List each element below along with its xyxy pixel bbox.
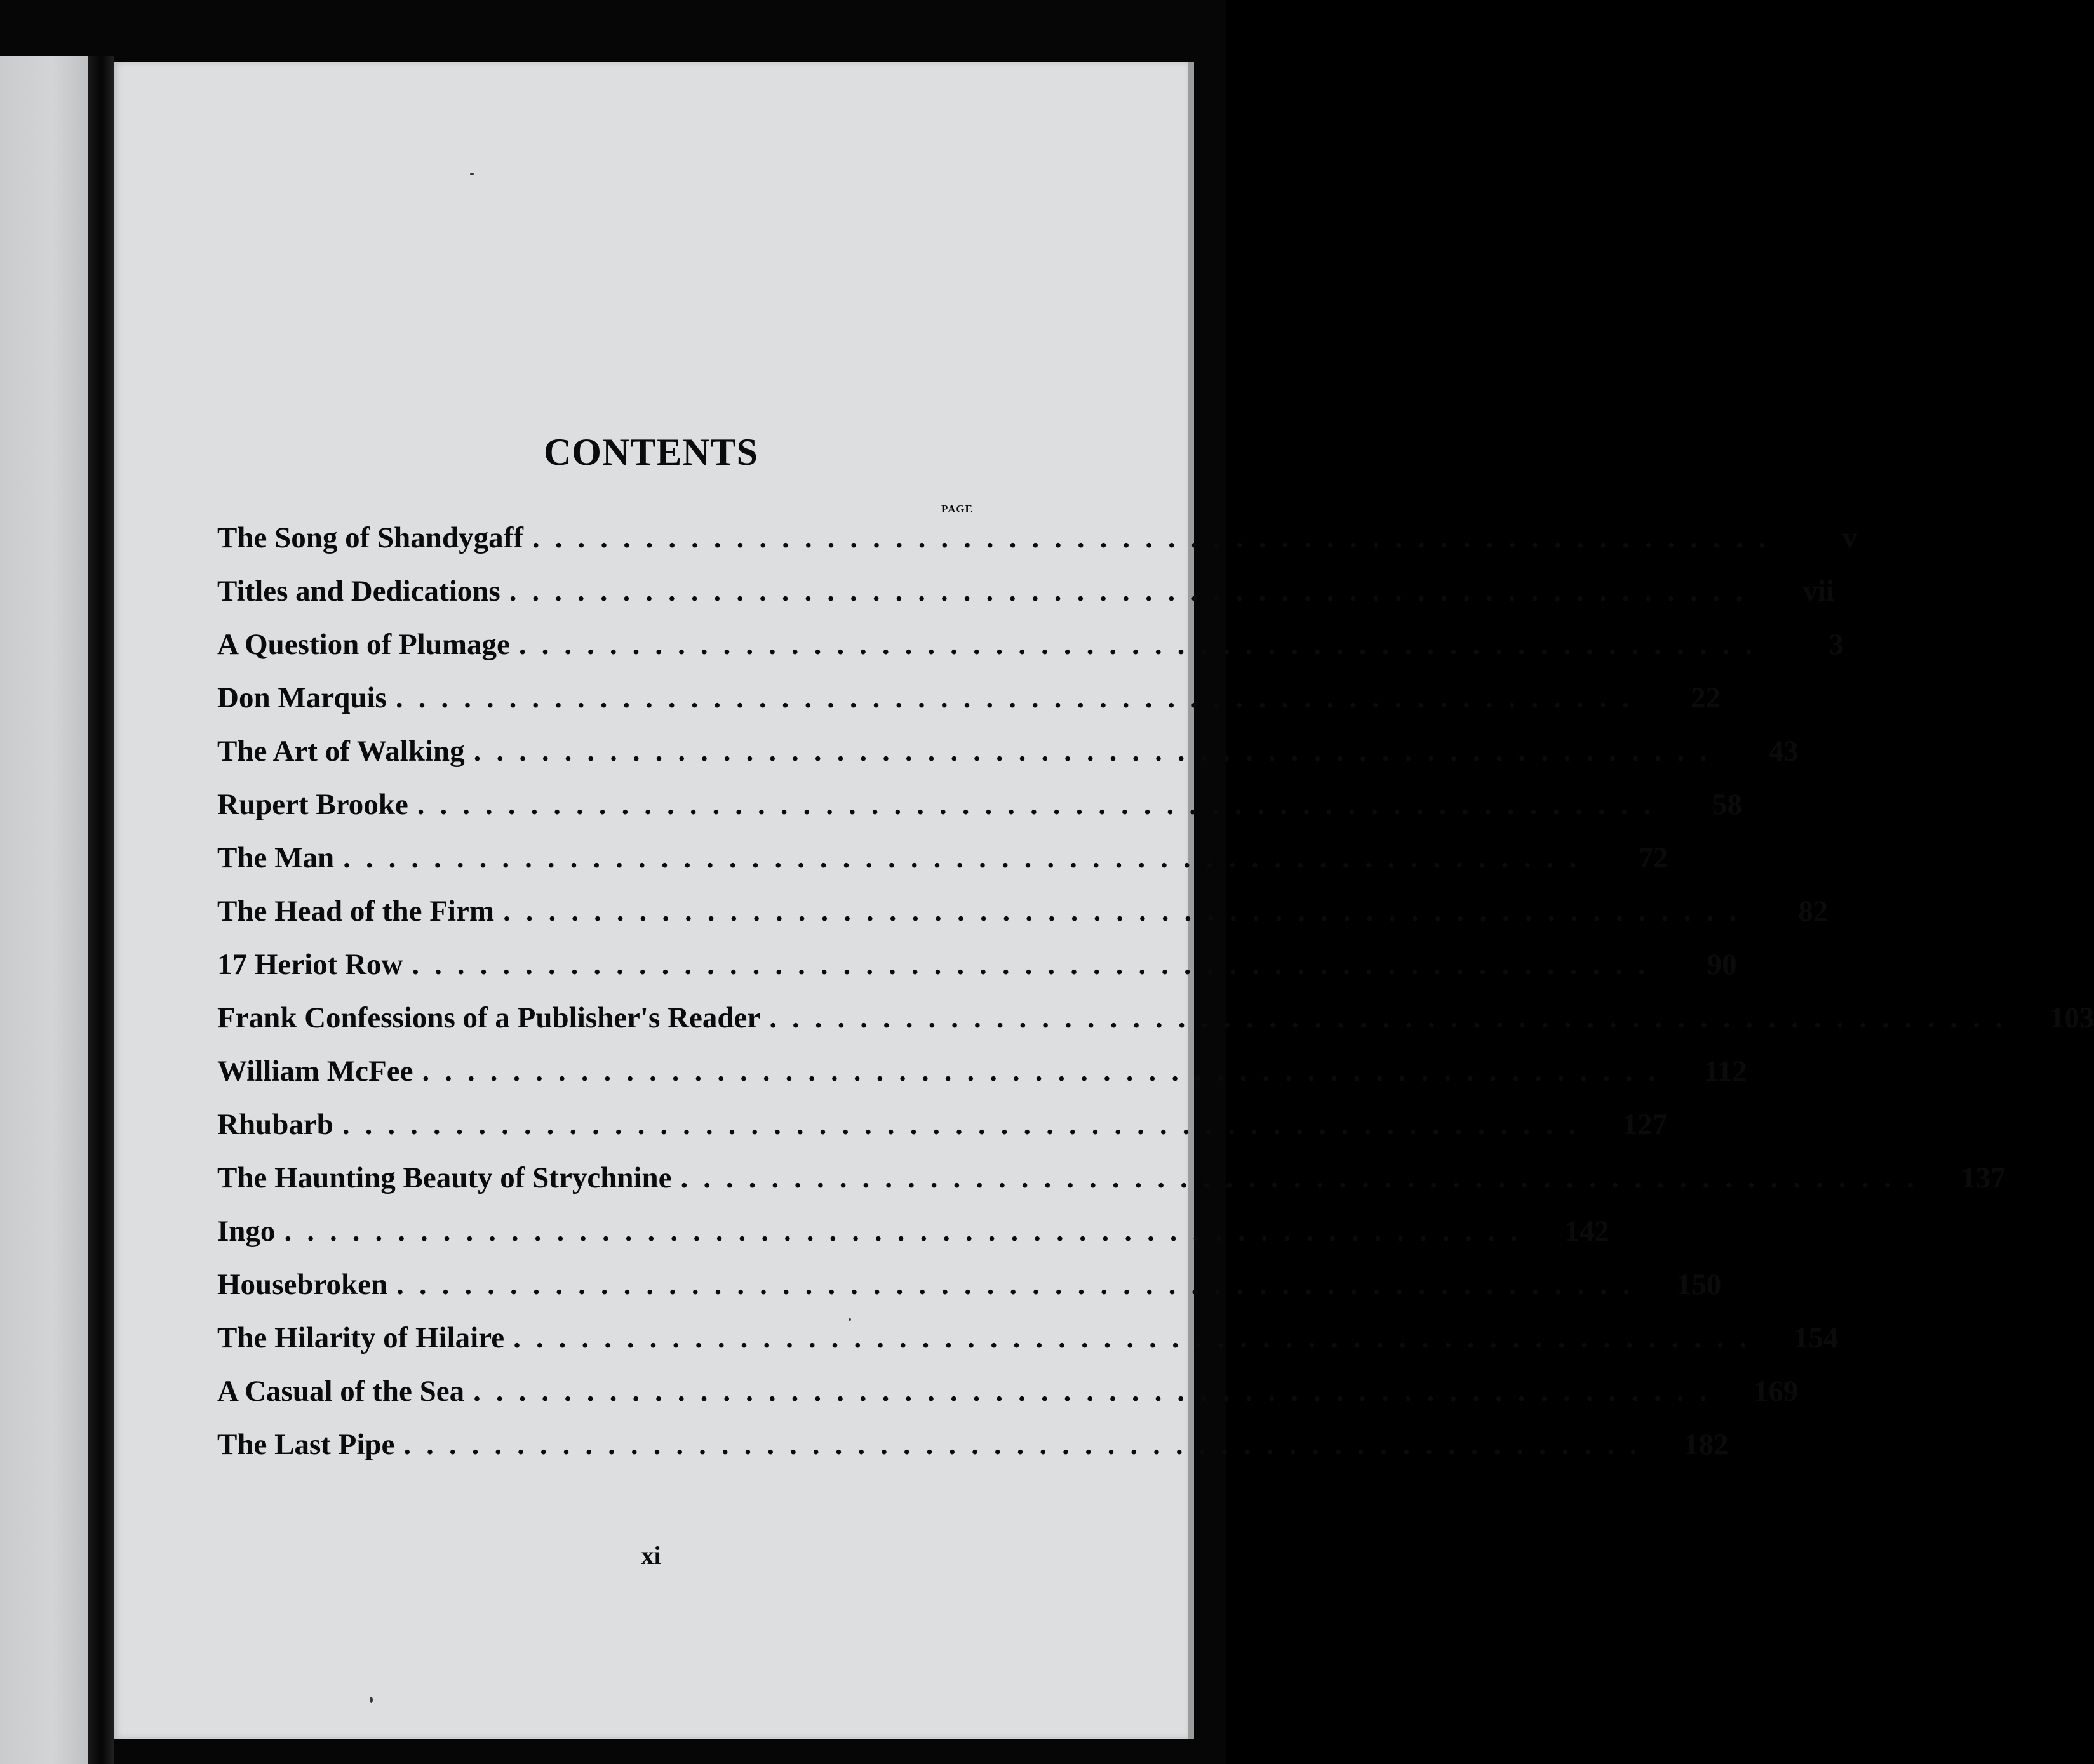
toc-entry-page-number: 82 (1798, 895, 1829, 928)
dot-leader: ....................................................... (509, 575, 1758, 608)
toc-entry-page-number: 154 (1793, 1321, 1839, 1354)
toc-entry[interactable] (217, 1001, 2094, 1054)
dust-speck (470, 173, 474, 175)
dot-leader: ....................................................... (473, 1375, 1722, 1408)
toc-entry-page-number: 127 (1622, 1108, 1668, 1141)
toc-entry-page-number: 112 (1703, 1055, 1747, 1088)
toc-entry-page-number: 150 (1676, 1268, 1722, 1301)
dot-leader: ....................................................... (532, 521, 1782, 554)
toc-entry-page-number: 169 (1753, 1375, 1799, 1408)
toc-entry-title: Housebroken (217, 1268, 388, 1301)
toc-entry[interactable] (217, 1267, 1722, 1321)
dot-leader: ....................................................... (343, 841, 1592, 874)
toc-entry-title: The Art of Walking (217, 735, 465, 768)
toc-entry-title: William McFee (217, 1055, 413, 1088)
toc-entry[interactable] (217, 681, 1721, 734)
toc-entry[interactable] (217, 734, 1799, 787)
toc-entry-page-number: vii (1802, 575, 1834, 608)
toc-entry-title: Frank Confessions of a Publisher's Reader (217, 1001, 761, 1034)
toc-entry-page-number: 182 (1684, 1428, 1729, 1461)
toc-entry-title: A Question of Plumage (217, 628, 510, 661)
toc-entry-title: The Hilarity of Hilaire (217, 1321, 505, 1354)
toc-entry[interactable] (217, 1107, 1668, 1161)
dot-leader: ....................................................... (680, 1161, 1930, 1194)
toc-entry-page-number: 137 (1961, 1161, 2006, 1194)
dot-leader: ....................................................... (396, 1268, 1646, 1301)
page-column-label: PAGE (941, 503, 973, 515)
table-of-contents (217, 521, 2094, 1481)
dot-leader: ....................................................... (284, 1215, 1533, 1248)
dot-leader: ....................................................... (395, 681, 1645, 714)
dot-leader: ....................................................... (342, 1108, 1592, 1141)
toc-entry[interactable] (217, 1054, 1747, 1107)
dot-leader: ....................................................... (412, 948, 1661, 981)
toc-entry-title: Rupert Brooke (217, 788, 408, 821)
dot-leader: ....................................................... (518, 628, 1768, 661)
dot-leader: ....................................................... (513, 1321, 1762, 1354)
toc-entry[interactable] (217, 1161, 2006, 1214)
toc-entry[interactable] (217, 894, 1829, 947)
toc-entry-title: Titles and Dedications (217, 575, 500, 608)
contents-page (114, 62, 2094, 1739)
contents-heading: CONTENTS (543, 431, 759, 473)
toc-entry-title: Don Marquis (217, 681, 387, 714)
dot-leader: ....................................................... (417, 788, 1666, 821)
toc-entry-page-number: 43 (1768, 735, 1799, 768)
toc-entry-page-number: 3 (1829, 628, 1844, 661)
toc-entry[interactable] (217, 1214, 1609, 1267)
toc-entry[interactable] (217, 574, 1834, 627)
toc-entry-title: The Haunting Beauty of Strychnine (217, 1161, 672, 1194)
toc-entry-page-number: 103 (2049, 1001, 2094, 1034)
toc-entry-title: The Song of Shandygaff (217, 521, 523, 554)
dust-speck (370, 1697, 373, 1703)
dot-leader: ....................................................... (503, 895, 1752, 928)
dot-leader: ....................................................... (769, 1001, 2018, 1034)
toc-entry-title: A Casual of the Sea (217, 1375, 465, 1408)
toc-entry[interactable] (217, 947, 1737, 1001)
dot-leader: ....................................................... (473, 735, 1722, 768)
dot-leader: ....................................................... (422, 1055, 1671, 1088)
toc-entry-title: The Last Pipe (217, 1428, 395, 1461)
book-spine-shadow (88, 56, 114, 1764)
toc-entry[interactable] (217, 841, 1668, 894)
toc-entry-title: Rhubarb (217, 1108, 333, 1141)
toc-entry-page-number: 58 (1712, 788, 1742, 821)
toc-entry[interactable] (217, 1321, 1839, 1374)
toc-entry[interactable] (217, 1427, 1729, 1481)
toc-entry-page-number: 142 (1564, 1215, 1609, 1248)
toc-entry-page-number: 72 (1638, 841, 1668, 874)
toc-entry-title: 17 Heriot Row (217, 948, 403, 981)
dot-leader: ....................................................... (403, 1428, 1653, 1461)
toc-entry-title: The Head of the Firm (217, 895, 494, 928)
toc-entry[interactable] (217, 787, 1742, 841)
toc-entry-title: The Man (217, 841, 335, 874)
facing-page-edge (0, 56, 88, 1764)
page-folio: xi (641, 1541, 661, 1570)
toc-entry-page-number: 22 (1691, 681, 1721, 714)
toc-entry-title: Ingo (217, 1215, 276, 1248)
toc-entry-page-number: 90 (1707, 948, 1737, 981)
toc-entry[interactable] (217, 627, 1844, 681)
toc-entry-page-number: v (1842, 521, 1858, 554)
toc-entry[interactable] (217, 521, 1858, 574)
toc-entry[interactable] (217, 1374, 1799, 1427)
